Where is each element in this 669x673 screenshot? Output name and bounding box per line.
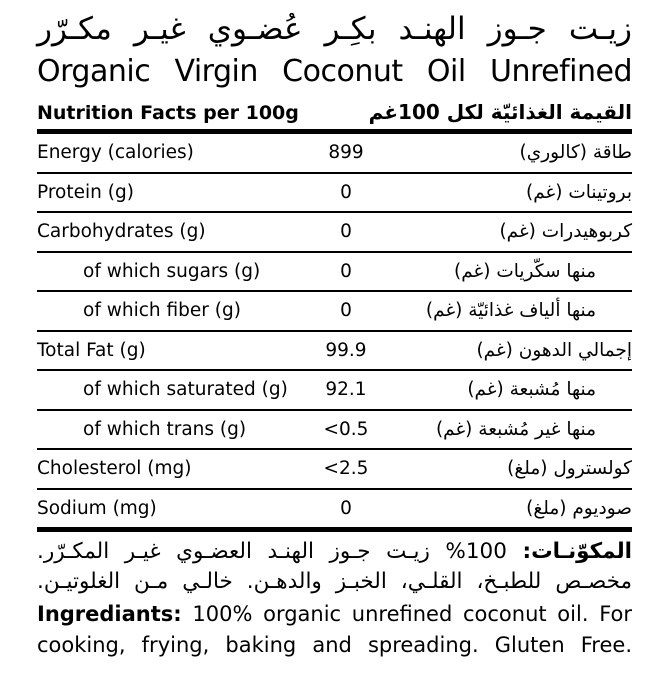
row-label-ar: صوديوم (ملغ) bbox=[526, 497, 632, 519]
row-label-ar: منها غير مُشبعة (غم) bbox=[435, 418, 596, 440]
row-value: 0 bbox=[340, 221, 352, 243]
ingredients-arabic bbox=[37, 537, 632, 597]
row-label-en: of which sugars (g) bbox=[83, 260, 261, 282]
product-title-arabic: زيـت جـوز الهنـد بكِـر عُضـوي غيـر مكـرّر bbox=[37, 11, 632, 47]
row-value: 92.1 bbox=[325, 379, 367, 401]
row-label-en: Energy (calories) bbox=[37, 142, 194, 164]
row-label-en: Cholesterol (mg) bbox=[37, 458, 192, 480]
table-header bbox=[37, 96, 632, 134]
row-value: <2.5 bbox=[323, 458, 369, 480]
row-label-ar: منها ألياف غذائيّة (غم) bbox=[425, 300, 596, 322]
table-row-cholesterol bbox=[37, 450, 632, 490]
row-label-ar: كربوهيدرات (غم) bbox=[499, 221, 632, 243]
row-value: 99.9 bbox=[325, 339, 367, 361]
table-row-sodium bbox=[37, 490, 632, 528]
row-value: 0 bbox=[340, 181, 352, 203]
row-value: <0.5 bbox=[323, 418, 369, 440]
product-title-english: Organic Virgin Coconut Oil Unrefined bbox=[37, 54, 632, 89]
row-value: 0 bbox=[340, 260, 352, 282]
row-label-ar: إجمالي الدهون (غم) bbox=[476, 339, 632, 361]
row-value: 0 bbox=[340, 300, 352, 322]
row-label-en: Sodium (mg) bbox=[37, 497, 157, 519]
table-row-saturated bbox=[37, 371, 632, 411]
table-row-sugars bbox=[37, 253, 632, 293]
ingredients-label-arabic: المكوّنـات: bbox=[522, 539, 633, 564]
row-label-en: Protein (g) bbox=[37, 181, 134, 203]
ingredients-text-arabic: 100% زيـت جـوز الهنـد العضـوي غيـر المكـرّر. مخصـص للطبـخ، القلـي، الخبـز والدهـن. خالـي مـن الغلوتيـن. bbox=[37, 539, 632, 594]
table-row-energy bbox=[37, 134, 632, 174]
table-row-protein bbox=[37, 174, 632, 214]
ingredients-section bbox=[37, 537, 632, 661]
ingredients-text-english: 100% organic unrefined coconut oil. For cooking, frying, baking and spreading. Gluten Free. bbox=[37, 602, 632, 657]
table-row-fiber bbox=[37, 292, 632, 332]
row-value: 0 bbox=[340, 497, 352, 519]
row-label-ar: بروتينات (غم) bbox=[526, 181, 632, 203]
row-label-ar: منها مُشبعة (غم) bbox=[467, 379, 596, 401]
table-body bbox=[37, 134, 632, 532]
row-label-ar: كولسترول (ملغ) bbox=[507, 458, 632, 480]
row-label-en: Total Fat (g) bbox=[37, 339, 146, 361]
ingredients-label-english: Ingrediants: bbox=[37, 602, 182, 626]
table-header-arabic: القيمة الغذائيّة لكل 100غم bbox=[368, 100, 632, 124]
row-label-en: of which saturated (g) bbox=[83, 379, 288, 401]
table-row-trans bbox=[37, 411, 632, 451]
nutrition-facts-table bbox=[37, 96, 632, 532]
table-row-total-fat bbox=[37, 332, 632, 372]
table-header-english: Nutrition Facts per 100g bbox=[37, 102, 299, 124]
row-value: 899 bbox=[328, 142, 364, 164]
row-label-ar: منها سكّريات (غم) bbox=[454, 260, 596, 282]
ingredients-english bbox=[37, 599, 632, 661]
row-label-en: Carbohydrates (g) bbox=[37, 221, 206, 243]
row-label-en: of which trans (g) bbox=[83, 418, 247, 440]
row-label-ar: طاقة (كالوري) bbox=[519, 142, 632, 164]
table-row-carbohydrates bbox=[37, 213, 632, 253]
row-label-en: of which fiber (g) bbox=[83, 300, 241, 322]
